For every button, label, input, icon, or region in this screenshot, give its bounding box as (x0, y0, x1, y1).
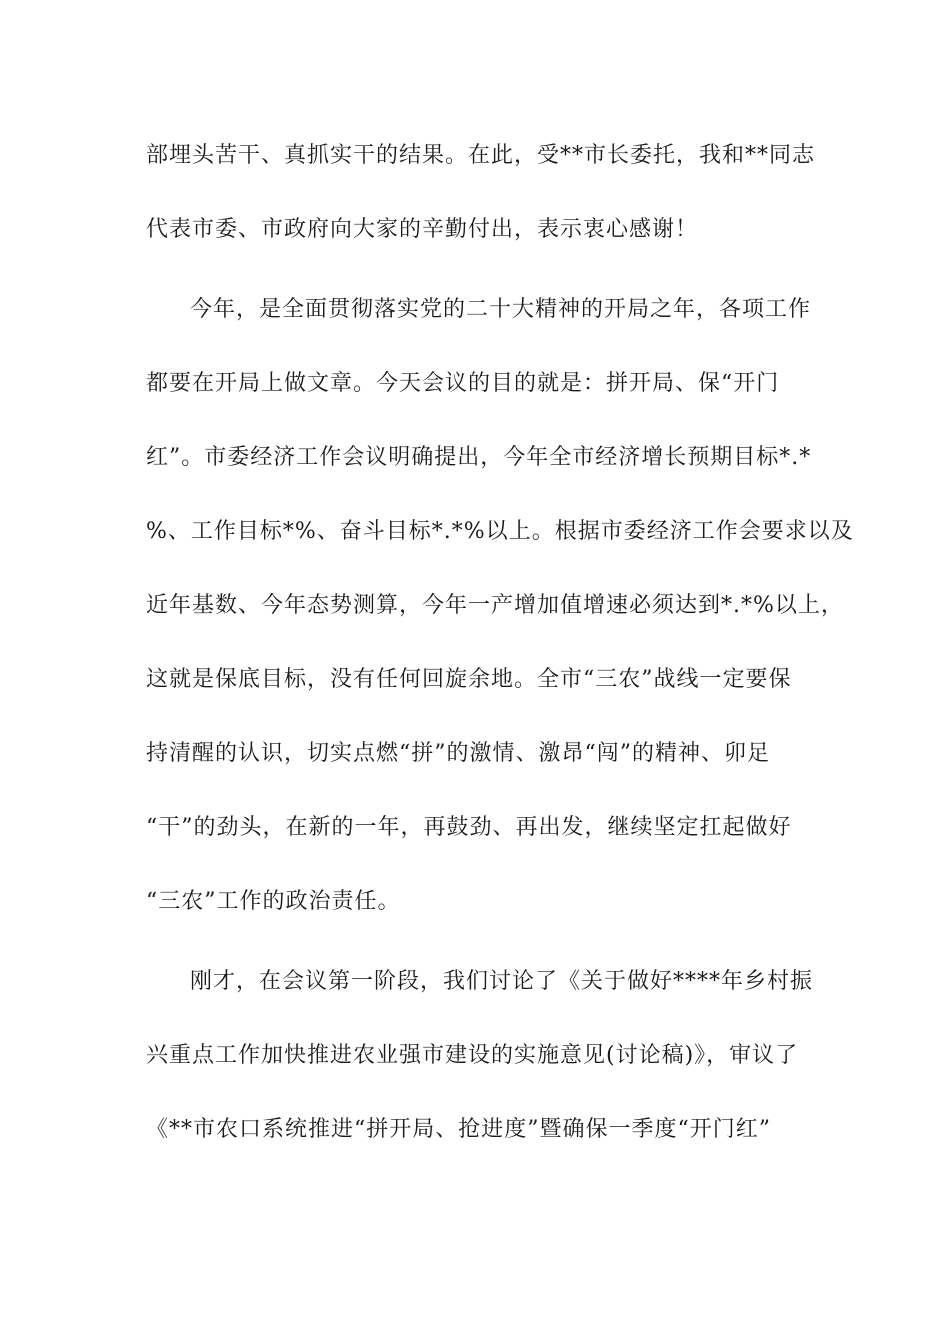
text-line-8: 这就是保底目标，没有任何回旋余地。全市“三农”战线一定要保 (146, 667, 792, 692)
text-line-13: 兴重点工作加快推进农业强市建设的实施意见(讨论稿)》，审议了 (146, 1043, 799, 1068)
text-line-14: 《**市农口系统推进“拼开局、抢进度”暨确保一季度“开门红” (146, 1117, 771, 1142)
text-line-7: 近年基数、今年态势测算，今年一产增加值增速必须达到*.*%以上， (146, 593, 844, 618)
text-line-1: 部埋头苦干、真抓实干的结果。在此，受**市长委托，我和**同志 (146, 143, 816, 168)
text-line-6: %、工作目标*%、奋斗目标*.*%以上。根据市委经济工作会要求以及 (146, 519, 854, 544)
text-line-2: 代表市委、市政府向大家的辛勤付出，表示衷心感谢！ (146, 217, 699, 242)
text-line-10: “干”的劲头，在新的一年，再鼓劲、再出发，继续坚定扛起做好 (146, 815, 792, 840)
text-line-11: “三农”工作的政治责任。 (146, 889, 401, 914)
text-line-9: 持清醒的认识，切实点燃“拼”的激情、激昂“闯”的精神、卯足 (146, 741, 770, 766)
paragraph-start-line: 刚才，在会议第一阶段，我们讨论了《关于做好****年乡村振 (190, 969, 814, 994)
paragraph-start-line: 今年，是全面贯彻落实党的二十大精神的开局之年，各项工作 (190, 297, 812, 322)
text-line-4: 都要在开局上做文章。今天会议的目的就是：拼开局、保“开门 (146, 371, 780, 396)
text-line-5: 红”。市委经济工作会议明确提出，今年全市经济增长预期目标*.* (146, 445, 812, 470)
